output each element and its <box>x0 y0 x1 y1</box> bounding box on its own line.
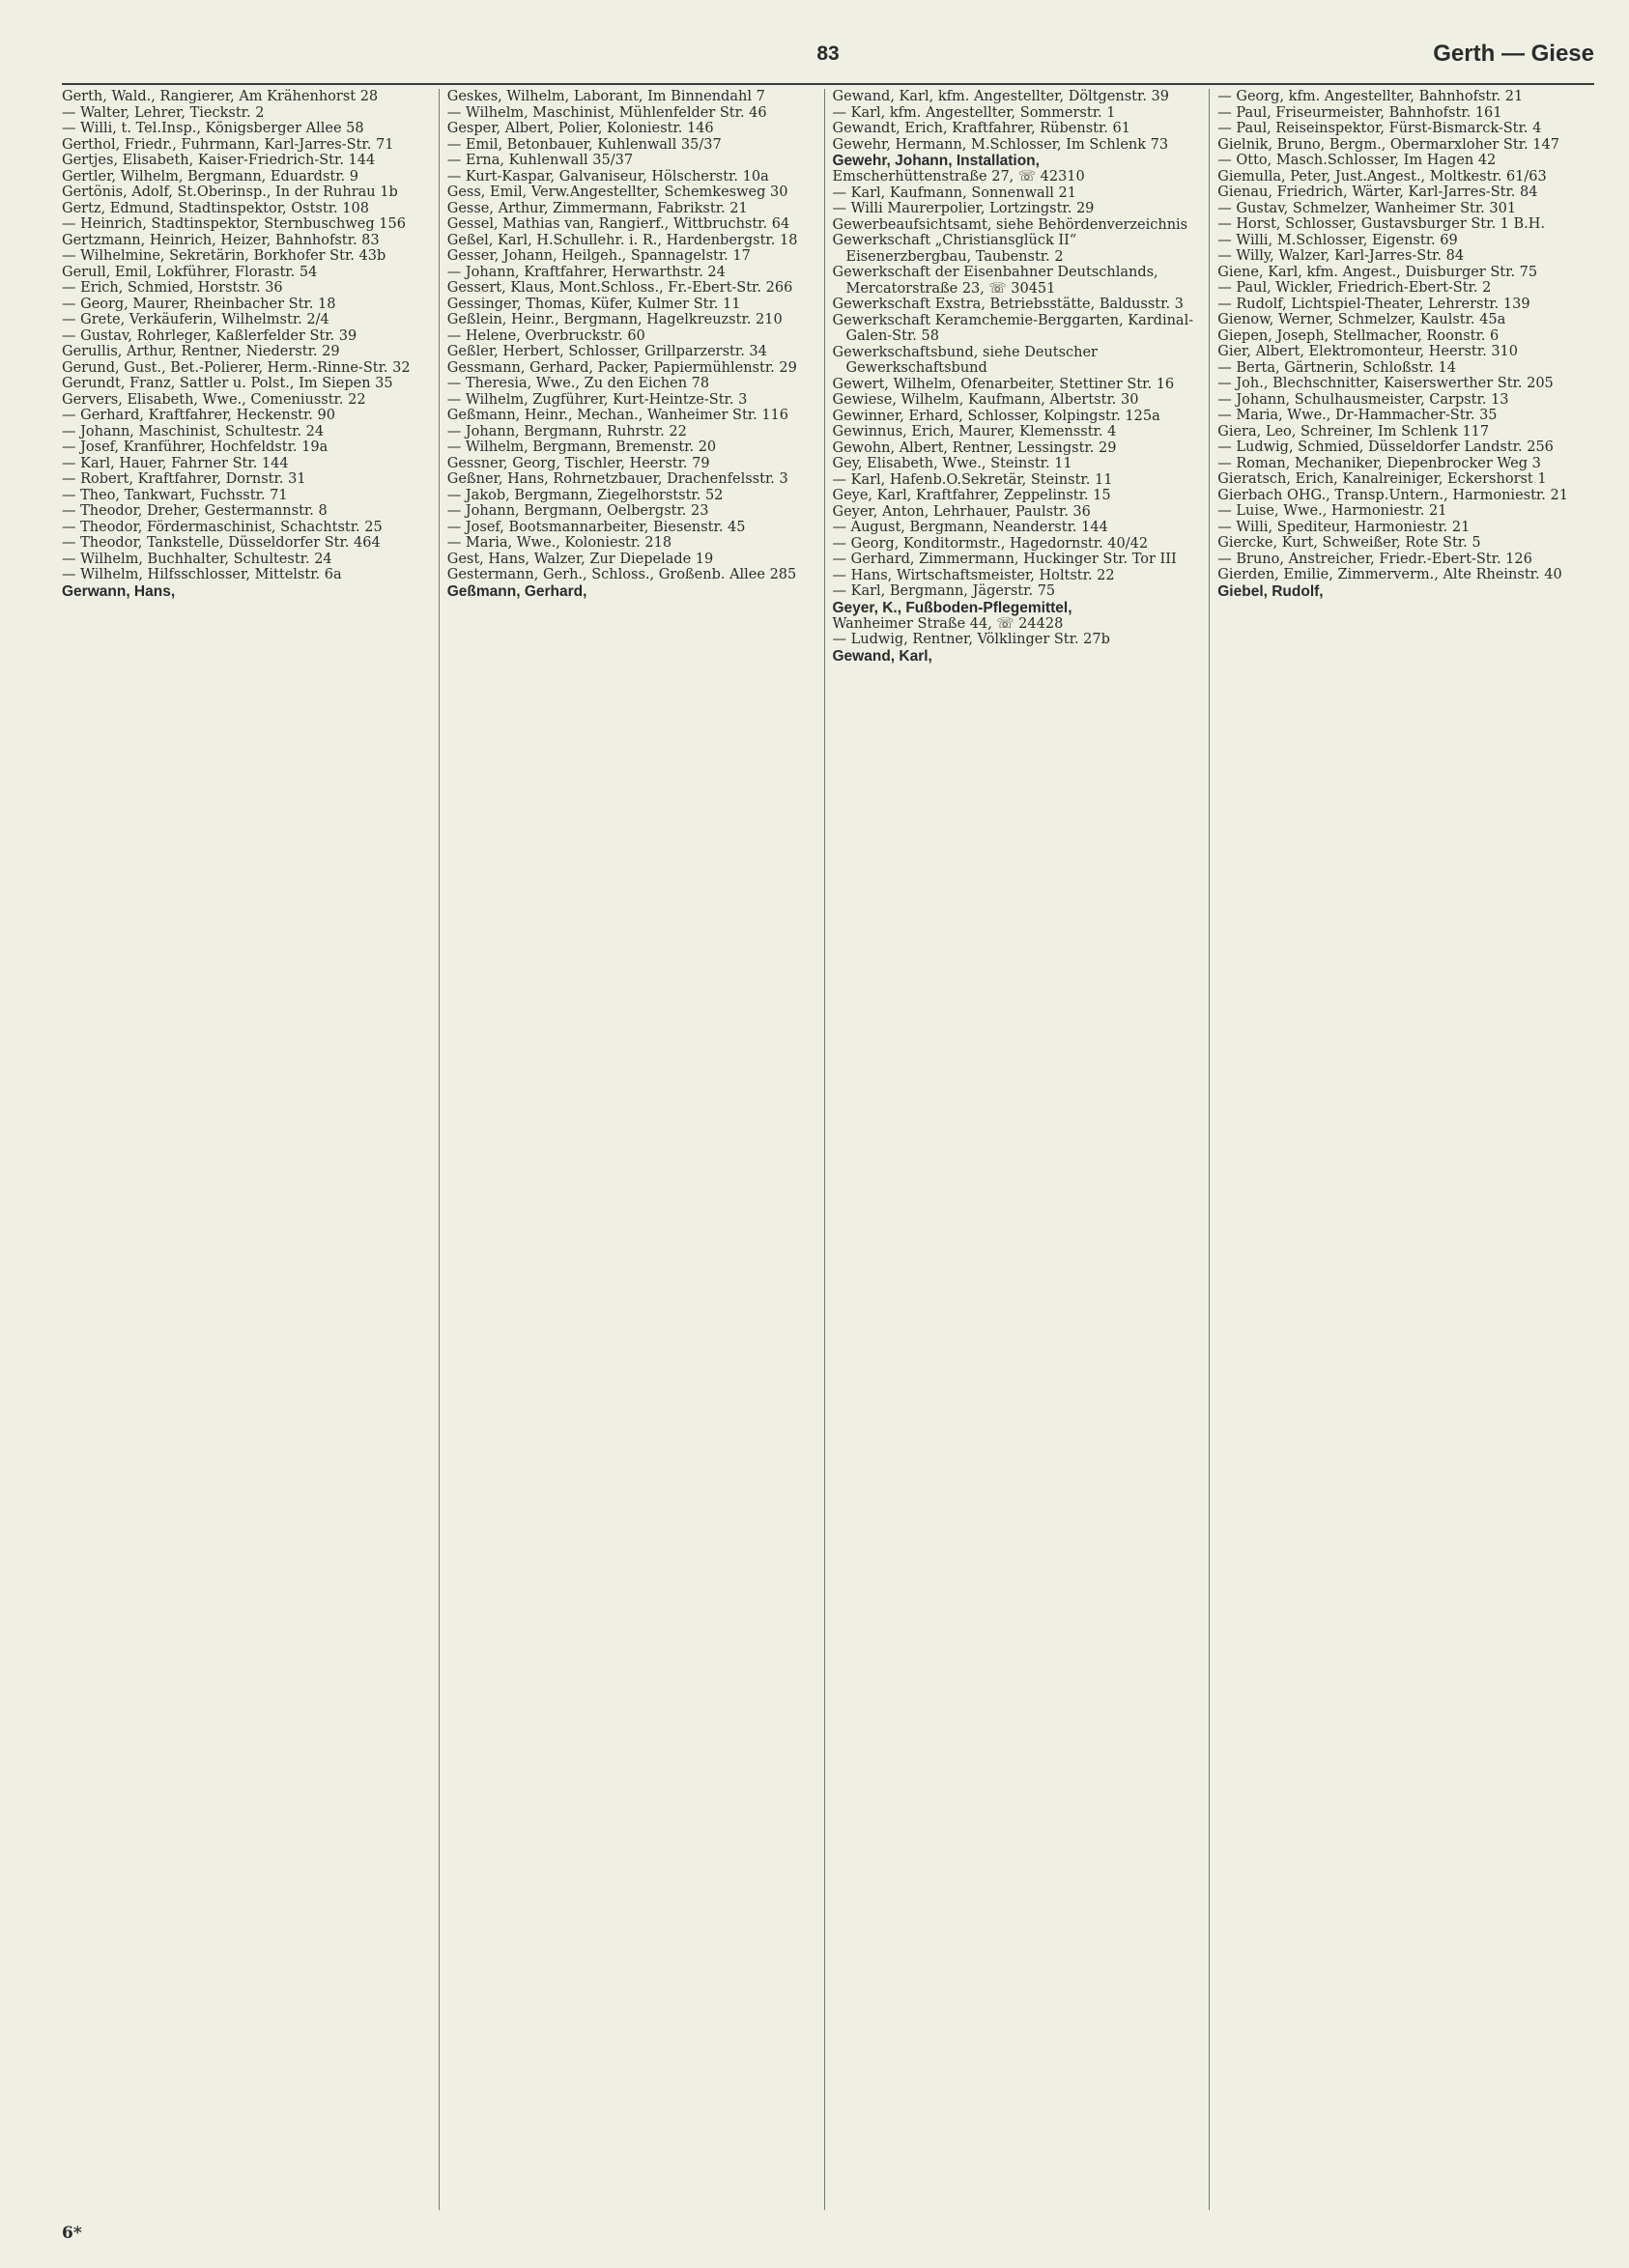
directory-entry: — Johann, Maschinist, Schultestr. 24 <box>62 423 325 439</box>
directory-entry: Gesper, Albert, Polier, Koloniestr. 146 <box>446 121 714 136</box>
directory-entry: — Karl, Kaufmann, Sonnenwall 21 <box>832 184 1076 201</box>
directory-entry: — Willi Maurerpolier, Lortzingstr. 29 <box>832 201 1095 216</box>
directory-entry: Gest, Hans, Walzer, Zur Diepelade 19 <box>446 551 714 567</box>
directory-entry: — Wilhelm, Zugführer, Kurt-Heintze-Str. 3 <box>446 391 748 408</box>
column-1 <box>62 89 439 2210</box>
directory-entry: — Hans, Wirtschaftsmeister, Holtstr. 22 <box>832 567 1115 583</box>
signature-mark: 6* <box>62 2224 82 2243</box>
directory-entry: — Georg, Konditormstr., Hagedornstr. 40/42 <box>832 535 1149 552</box>
directory-entry: Gierbach OHG., Transp.Untern., Harmoniestr. 21 <box>1217 487 1568 503</box>
directory-entry: — Luise, Wwe., Harmoniestr. 21 <box>1217 503 1447 519</box>
directory-entry: — Maria, Wwe., Koloniestr. 218 <box>446 535 672 551</box>
directory-entry: — Karl, Hafenb.O.Sekretär, Steinstr. 11 <box>832 471 1113 488</box>
directory-entry: Gessner, Georg, Tischler, Heerstr. 79 <box>446 455 710 471</box>
directory-entry: — Kurt-Kaspar, Galvaniseur, Hölscherstr. 10a <box>446 168 769 184</box>
directory-entry: Gerwann, Hans, <box>62 582 176 600</box>
directory-entry: Wanheimer Straße 44, ☏ 24428 <box>832 615 1064 632</box>
directory-entry: Gewohn, Albert, Rentner, Lessingstr. 29 <box>832 439 1117 456</box>
directory-entry: — Paul, Friseurmeister, Bahnhofstr. 161 <box>1217 104 1502 121</box>
directory-entry: — Willi, Spediteur, Harmoniestr. 21 <box>1217 519 1471 535</box>
directory-entry: Geßmann, Gerhard, <box>446 582 587 600</box>
directory-entry: — Gustav, Rohrleger, Kaßlerfelder Str. 39 <box>62 327 357 344</box>
directory-entry: — Erich, Schmied, Horststr. 36 <box>62 280 283 296</box>
directory-entry: — Ludwig, Rentner, Völklinger Str. 27b <box>832 632 1110 647</box>
directory-entry: Gewerkschaft Exstra, Betriebsstätte, Baldusstr. 3 <box>832 297 1184 312</box>
directory-entry: Gewinnus, Erich, Maurer, Klemensstr. 4 <box>832 424 1117 439</box>
directory-entry: Gessmann, Gerhard, Packer, Papiermühlenstr. 29 <box>446 359 797 376</box>
directory-entry: Gewiese, Wilhelm, Kaufmann, Albertstr. 30 <box>832 392 1139 408</box>
directory-entry: — Emil, Betonbauer, Kuhlenwall 35/37 <box>446 136 722 153</box>
directory-entry: — Roman, Mechaniker, Diepenbrocker Weg 3 <box>1217 455 1541 471</box>
directory-entry: — Johann, Kraftfahrer, Herwarthstr. 24 <box>446 264 726 280</box>
directory-entry: — Theodor, Tankstelle, Düsseldorfer Str. 464 <box>62 535 381 551</box>
directory-entry: — Georg, kfm. Angestellter, Bahnhofstr. 21 <box>1217 89 1524 104</box>
directory-entry: Geßler, Herbert, Schlosser, Grillparzerstr. 34 <box>446 344 767 359</box>
directory-entry: — Rudolf, Lichtspiel-Theater, Lehrerstr. 139 <box>1217 296 1530 312</box>
directory-entry: — Bruno, Anstreicher, Friedr.-Ebert-Str. 126 <box>1217 551 1532 567</box>
directory-entry: Geßlein, Heinr., Bergmann, Hagelkreuzstr. 210 <box>446 312 783 327</box>
directory-entry: — Maria, Wwe., Dr-Hammacher-Str. 35 <box>1217 408 1498 423</box>
directory-entry: — Josef, Bootsmannarbeiter, Biesenstr. 45 <box>446 519 746 535</box>
directory-entry: Gieratsch, Erich, Kanalreiniger, Eckershorst 1 <box>1217 471 1547 487</box>
directory-entry: — Gustav, Schmelzer, Wanheimer Str. 301 <box>1217 200 1517 216</box>
directory-entry: — Wilhelmine, Sekretärin, Borkhofer Str. 43b <box>62 248 386 264</box>
directory-entry: — Grete, Verkäuferin, Wilhelmstr. 2/4 <box>62 312 329 327</box>
directory-entry: Giemulla, Peter, Just.Angest., Moltkestr. 61/63 <box>1217 168 1547 184</box>
directory-entry: — Gerhard, Zimmermann, Huckinger Str. Tor III <box>832 552 1177 567</box>
directory-entry: Gewerkschaft der Eisenbahner Deutschlands, Mercatorstraße 23, ☏ 30451 <box>832 265 1158 297</box>
directory-entry: Geßmann, Heinr., Mechan., Wanheimer Str. 116 <box>446 408 789 423</box>
directory-entry: Gier, Albert, Elektromonteur, Heerstr. 310 <box>1217 344 1518 359</box>
directory-entry: Gewinner, Erhard, Schlosser, Kolpingstr. 125a <box>832 408 1160 424</box>
column-4 <box>1209 89 1594 2210</box>
directory-entry: — Joh., Blechschnitter, Kaiserswerther Str. 205 <box>1217 376 1554 391</box>
directory-entry: — Ludwig, Schmied, Düsseldorfer Landstr. 256 <box>1217 439 1554 455</box>
column-2 <box>439 89 824 2210</box>
directory-entry: Gertzmann, Heinrich, Heizer, Bahnhofstr. 83 <box>62 232 380 248</box>
running-head: Gerth — Giese <box>1433 41 1594 67</box>
directory-entry: — Berta, Gärtnerin, Schloßstr. 14 <box>1217 359 1456 376</box>
directory-entry: — Willi, t. Tel.Insp., Königsberger Allee 58 <box>62 121 364 136</box>
directory-entry: Gewehr, Johann, Installation, <box>832 153 1040 169</box>
directory-entry: Gewert, Wilhelm, Ofenarbeiter, Stettiner Str. 16 <box>832 376 1175 392</box>
directory-entry: Gewerkschaftsbund, siehe Deutscher Gewerkschaftsbund <box>832 344 1098 376</box>
directory-entry: Gesser, Johann, Heilgeh., Spannagelstr. 17 <box>446 248 751 264</box>
directory-entry: Gess, Emil, Verw.Angestellter, Schemkesweg 30 <box>446 184 788 200</box>
directory-entry: Gewand, Karl, <box>832 647 932 665</box>
directory-entry: Gewand, Karl, kfm. Angestellter, Döltgenstr. 39 <box>832 89 1170 104</box>
directory-entry: Gewerkschaft „Christiansglück II“ Eisenerzbergbau, Taubenstr. 2 <box>832 233 1077 265</box>
directory-entry: Gessel, Mathias van, Rangierf., Wittbruchstr. 64 <box>446 216 790 232</box>
directory-entry: Geye, Karl, Kraftfahrer, Zeppelinstr. 15 <box>832 488 1111 503</box>
directory-entry: Geskes, Wilhelm, Laborant, Im Binnendahl 7 <box>446 89 765 104</box>
directory-entry: Gey, Elisabeth, Wwe., Steinstr. 11 <box>832 456 1072 471</box>
directory-entry: — Theresia, Wwe., Zu den Eichen 78 <box>446 376 710 391</box>
directory-entry: Gienow, Werner, Schmelzer, Kaulstr. 45a <box>1217 312 1506 327</box>
directory-entry: — Josef, Kranführer, Hochfeldstr. 19a <box>62 439 329 455</box>
directory-entry: Gessert, Klaus, Mont.Schloss., Fr.-Ebert-Str. 266 <box>446 280 793 296</box>
directory-entry: — Johann, Schulhausmeister, Carpstr. 13 <box>1217 391 1509 408</box>
directory-entry: Giene, Karl, kfm. Angest., Duisburger Str. 75 <box>1217 264 1538 280</box>
header-rule <box>62 83 1594 85</box>
directory-columns <box>62 89 1594 2210</box>
directory-entry: — Theo, Tankwart, Fuchsstr. 71 <box>62 487 288 503</box>
directory-entry: Gertler, Wilhelm, Bergmann, Eduardstr. 9 <box>62 168 358 184</box>
directory-entry: — Theodor, Dreher, Gestermannstr. 8 <box>62 503 328 519</box>
directory-entry: Gerthol, Friedr., Fuhrmann, Karl-Jarres-Str. 71 <box>62 136 394 153</box>
directory-entry: Gewerbeaufsichtsamt, siehe Behördenverzeichnis <box>832 216 1188 233</box>
directory-entry: Gewerkschaft Keramchemie-Berggarten, Kardinal-Galen-Str. 58 <box>832 312 1194 344</box>
directory-entry: Gierden, Emilie, Zimmerverm., Alte Rheinstr. 40 <box>1217 567 1562 582</box>
directory-entry: Gerund, Gust., Bet.-Polierer, Herm.-Rinne-Str. 32 <box>62 359 411 376</box>
directory-entry: Gervers, Elisabeth, Wwe., Comeniusstr. 22 <box>62 391 366 408</box>
directory-entry: — Walter, Lehrer, Tieckstr. 2 <box>62 104 265 121</box>
directory-entry: Gertönis, Adolf, St.Oberinsp., In der Ruhrau 1b <box>62 184 398 200</box>
directory-entry: Gessinger, Thomas, Küfer, Kulmer Str. 11 <box>446 296 741 312</box>
directory-entry: Giera, Leo, Schreiner, Im Schlenk 117 <box>1217 423 1490 439</box>
directory-entry: Gestermann, Gerh., Schloss., Großenb. Allee 285 <box>446 567 797 582</box>
directory-entry: — Jakob, Bergmann, Ziegelhorststr. 52 <box>446 487 724 503</box>
directory-entry: — Erna, Kuhlenwall 35/37 <box>446 153 634 168</box>
directory-entry: — Wilhelm, Maschinist, Mühlenfelder Str. 46 <box>446 104 767 121</box>
directory-entry: Geßner, Hans, Rohrnetzbauer, Drachenfelsstr. 3 <box>446 471 788 487</box>
directory-entry: Gienau, Friedrich, Wärter, Karl-Jarres-Str. 84 <box>1217 184 1538 200</box>
directory-entry: — Robert, Kraftfahrer, Dornstr. 31 <box>62 471 306 487</box>
directory-entry: — Gerhard, Kraftfahrer, Heckenstr. 90 <box>62 408 335 423</box>
directory-entry: Gertz, Edmund, Stadtinspektor, Oststr. 108 <box>62 200 369 216</box>
directory-entry: Gesse, Arthur, Zimmermann, Fabrikstr. 21 <box>446 200 748 216</box>
directory-entry: — Wilhelm, Hilfsschlosser, Mittelstr. 6a <box>62 567 342 582</box>
directory-entry: — Heinrich, Stadtinspektor, Sternbuschweg 156 <box>62 216 406 232</box>
directory-entry: — Otto, Masch.Schlosser, Im Hagen 42 <box>1217 153 1497 168</box>
directory-entry: Gertjes, Elisabeth, Kaiser-Friedrich-Str. 144 <box>62 153 376 168</box>
directory-entry: — Karl, Hauer, Fahrner Str. 144 <box>62 455 289 471</box>
directory-entry: — Karl, kfm. Angestellter, Sommerstr. 1 <box>832 104 1116 121</box>
directory-entry: Geyer, K., Fußboden-Pflegemittel, <box>832 599 1072 616</box>
directory-entry: Geyer, Anton, Lehrhauer, Paulstr. 36 <box>832 503 1091 520</box>
directory-entry: — Horst, Schlosser, Gustavsburger Str. 1 B.H. <box>1217 216 1546 232</box>
directory-entry: — Willi, M.Schlosser, Eigenstr. 69 <box>1217 232 1458 248</box>
directory-entry: Gewehr, Hermann, M.Schlosser, Im Schlenk 73 <box>832 136 1169 153</box>
directory-entry: Gewandt, Erich, Kraftfahrer, Rübenstr. 61 <box>832 121 1130 136</box>
directory-entry: Giercke, Kurt, Schweißer, Rote Str. 5 <box>1217 535 1481 551</box>
directory-entry: — Johann, Bergmann, Ruhrstr. 22 <box>446 423 687 439</box>
directory-entry: — Helene, Overbruckstr. 60 <box>446 327 645 344</box>
directory-entry: Gerth, Wald., Rangierer, Am Krähenhorst 28 <box>62 89 379 104</box>
directory-entry: Giebel, Rudolf, <box>1217 582 1324 600</box>
directory-entry: Gerullis, Arthur, Rentner, Niederstr. 29 <box>62 344 340 359</box>
directory-entry: Geßel, Karl, H.Schullehr. i. R., Hardenbergstr. 18 <box>446 232 798 248</box>
directory-entry: — Karl, Bergmann, Jägerstr. 75 <box>832 583 1056 599</box>
directory-entry: Gerull, Emil, Lokführer, Florastr. 54 <box>62 264 318 280</box>
directory-entry: — Wilhelm, Bergmann, Bremenstr. 20 <box>446 439 717 455</box>
directory-entry: — Theodor, Fördermaschinist, Schachtstr. 25 <box>62 519 383 535</box>
directory-entry: Gielnik, Bruno, Bergm., Obermarxloher Str. 147 <box>1217 136 1559 153</box>
directory-entry: — Paul, Reiseinspektor, Fürst-Bismarck-Str. 4 <box>1217 121 1542 136</box>
page-header <box>62 41 1594 73</box>
directory-entry: — Wilhelm, Buchhalter, Schultestr. 24 <box>62 551 332 567</box>
directory-entry: — Willy, Walzer, Karl-Jarres-Str. 84 <box>1217 248 1465 264</box>
directory-entry: — August, Bergmann, Neanderstr. 144 <box>832 520 1108 535</box>
column-3 <box>824 89 1210 2210</box>
directory-entry: — Johann, Bergmann, Oelbergstr. 23 <box>446 503 709 519</box>
page-number: 83 <box>816 43 840 65</box>
directory-entry: — Paul, Wickler, Friedrich-Ebert-Str. 2 <box>1217 280 1492 296</box>
directory-entry: — Georg, Maurer, Rheinbacher Str. 18 <box>62 296 336 312</box>
directory-entry: Emscherhüttenstraße 27, ☏ 42310 <box>832 169 1085 184</box>
directory-entry: Giepen, Joseph, Stellmacher, Roonstr. 6 <box>1217 327 1500 344</box>
directory-entry: Gerundt, Franz, Sattler u. Polst., Im Siepen 35 <box>62 376 393 391</box>
